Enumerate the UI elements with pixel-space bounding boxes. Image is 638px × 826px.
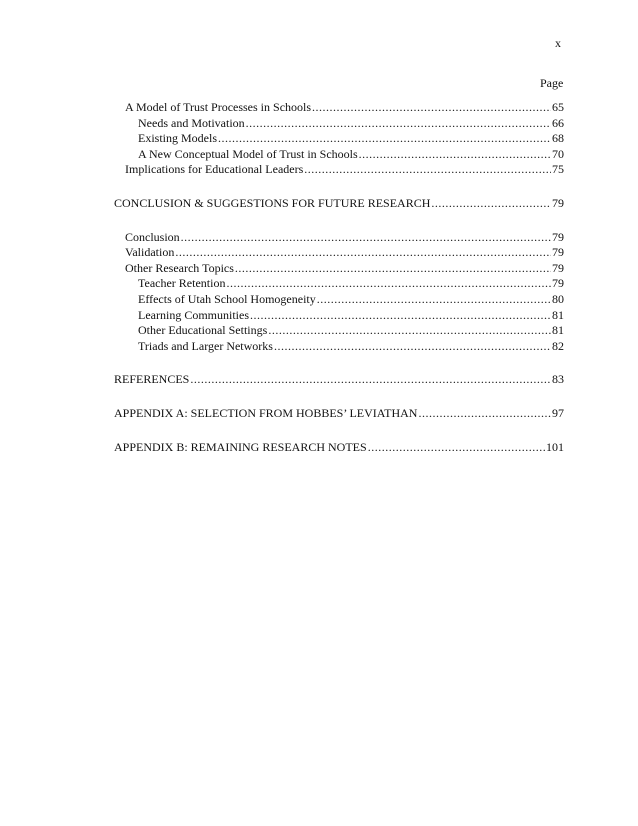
dot-leader bbox=[359, 147, 551, 163]
toc-entry-title: Triads and Larger Networks bbox=[138, 338, 273, 353]
toc-entry-teacher-retention[interactable] bbox=[114, 276, 564, 292]
toc-entry-title: REFERENCES bbox=[114, 372, 190, 387]
toc-entry-page: 80 bbox=[552, 291, 564, 306]
toc-entry-conclusion[interactable] bbox=[114, 230, 564, 246]
toc-entry-title: Teacher Retention bbox=[138, 276, 226, 291]
toc-entry-other-research-topics[interactable] bbox=[114, 261, 564, 277]
toc-entry-page: 97 bbox=[552, 405, 564, 420]
toc-entry-page: 79 bbox=[552, 195, 564, 210]
toc-entry-implications[interactable] bbox=[114, 162, 564, 178]
dot-leader bbox=[317, 292, 551, 308]
toc-entry-title: Needs and Motivation bbox=[138, 115, 245, 130]
toc-entry-title: Conclusion bbox=[125, 229, 180, 244]
toc-entry-new-conceptual-model[interactable] bbox=[114, 147, 564, 163]
dot-leader bbox=[218, 131, 551, 147]
dot-leader bbox=[190, 372, 551, 388]
toc-entry-title: Other Educational Settings bbox=[138, 323, 268, 338]
dot-leader bbox=[368, 440, 545, 456]
toc-chapter-references[interactable] bbox=[114, 372, 564, 388]
toc-entry-page: 75 bbox=[552, 162, 564, 177]
dot-leader bbox=[418, 406, 551, 422]
dot-leader bbox=[246, 116, 551, 132]
toc-entry-triads-networks[interactable] bbox=[114, 339, 564, 355]
toc-entry-page: 81 bbox=[552, 323, 564, 338]
toc-entry-page: 65 bbox=[552, 100, 564, 114]
toc-entry-trust-model[interactable] bbox=[114, 100, 564, 116]
toc-entry-title: APPENDIX B: REMAINING RESEARCH NOTES bbox=[114, 439, 367, 454]
toc-entry-title: Effects of Utah School Homogeneity bbox=[138, 291, 316, 306]
toc-chapter-appendix-b[interactable] bbox=[114, 440, 564, 456]
toc-entry-existing-models[interactable] bbox=[114, 131, 564, 147]
toc-entry-title: APPENDIX A: SELECTION FROM HOBBES’ LEVIATHAN bbox=[114, 405, 418, 420]
toc-entry-title: A Model of Trust Processes in Schools bbox=[125, 100, 312, 114]
dot-leader bbox=[226, 276, 551, 292]
table-of-contents bbox=[114, 100, 564, 455]
toc-entry-learning-communities[interactable] bbox=[114, 308, 564, 324]
toc-entry-title: Learning Communities bbox=[138, 307, 249, 322]
toc-entry-utah-homogeneity[interactable] bbox=[114, 292, 564, 308]
toc-entry-title: A New Conceptual Model of Trust in Schools bbox=[138, 146, 358, 161]
toc-entry-page: 101 bbox=[546, 439, 564, 454]
page-column-header: Page bbox=[540, 76, 564, 90]
toc-chapter-conclusion[interactable] bbox=[114, 196, 564, 212]
toc-entry-title: Validation bbox=[125, 245, 175, 260]
page-number: x bbox=[555, 36, 561, 50]
toc-entry-title: Other Research Topics bbox=[125, 260, 234, 275]
toc-entry-other-educational-settings[interactable] bbox=[114, 323, 564, 339]
toc-entry-page: 83 bbox=[552, 372, 564, 387]
dot-leader bbox=[181, 230, 551, 246]
toc-entry-page: 70 bbox=[552, 146, 564, 161]
toc-entry-page: 79 bbox=[552, 276, 564, 291]
toc-entry-page: 79 bbox=[552, 229, 564, 244]
toc-entry-page: 79 bbox=[552, 260, 564, 275]
dot-leader bbox=[431, 196, 551, 212]
toc-entry-title: Existing Models bbox=[138, 131, 218, 146]
toc-chapter-appendix-a[interactable] bbox=[114, 406, 564, 422]
toc-entry-validation[interactable] bbox=[114, 245, 564, 261]
toc-entry-title: Implications for Educational Leaders bbox=[125, 162, 304, 177]
toc-entry-page: 68 bbox=[552, 131, 564, 146]
toc-entry-page: 81 bbox=[552, 307, 564, 322]
toc-entry-page: 66 bbox=[552, 115, 564, 130]
toc-entry-needs-motivation[interactable] bbox=[114, 116, 564, 132]
dot-leader bbox=[274, 339, 551, 355]
dot-leader bbox=[175, 245, 551, 261]
toc-entry-title: CONCLUSION & SUGGESTIONS FOR FUTURE RESEARCH bbox=[114, 195, 431, 210]
dot-leader bbox=[250, 308, 551, 324]
dot-leader bbox=[268, 323, 551, 339]
toc-entry-page: 79 bbox=[552, 245, 564, 260]
toc-entry-page: 82 bbox=[552, 338, 564, 353]
dot-leader bbox=[312, 100, 551, 116]
dot-leader bbox=[235, 261, 551, 277]
dot-leader bbox=[304, 162, 551, 178]
